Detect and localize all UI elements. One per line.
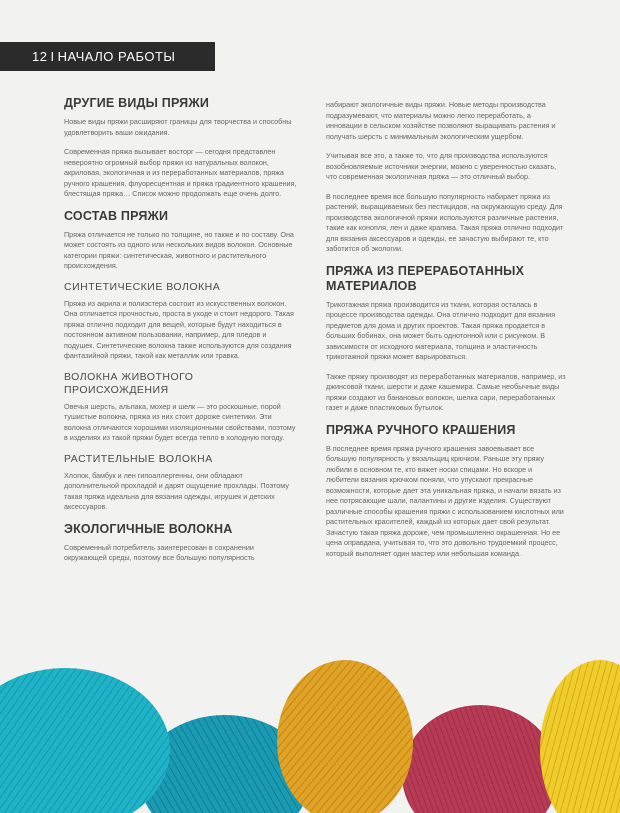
paragraph: Учитывая все это, а также то, что для производства используются возобновляемые источники энергии, можно с уверенностью сказать, что современная экологичная пряжа — это отличный выбор. [326, 151, 557, 181]
header-separator: I [50, 49, 55, 64]
paragraph: Также пряжу производят из переработанных материалов, например, из джинсовой ткани, шерсти и даже кашемира. Самые необычные виды пряжи создают из банановых волокон, шелка сари, переработанных газет и даже пластиковых бутылок. [326, 371, 566, 412]
paragraph: набирают экологичные виды пряжи. Новые методы производства подразумевают, что материалы можно легко переработать, а инновации в сельском хозяйстве позволяют выращивать растения и получать шерсть с минимальным экологическим ущербом. [326, 100, 556, 141]
skein-lemon-yellow [540, 660, 620, 813]
left-column [64, 96, 298, 573]
subheading-synthetic: СИНТЕТИЧЕСКИЕ ВОЛОКНА [64, 280, 221, 293]
yarn-skeins-photo [0, 630, 620, 813]
paragraph: Хлопок, бамбук и лен гипоаллергенны, они обладают дополнительной прохладой и дарят ощущение прохлады. Поэтому такая пряжа идеальна для вязания одежды, игрушек и детских аксессуаров. [64, 470, 289, 511]
skein-turquoise [0, 668, 170, 813]
paragraph: Современная пряжа вызывает восторг — сегодня представлен невероятно огромный выбор пряжи из натуральных волокон, акриловая, экологичная и из переработанных материалов, пряжа ручного крашения, флуоресцентная и пряжа градиентного крашения, блестящая пряжа… Список можно продолжать еще очень долго. [64, 147, 297, 198]
heading-eco: ЭКОЛОГИЧНЫЕ ВОЛОКНА [64, 521, 233, 536]
chapter-header [0, 42, 215, 71]
paragraph: Пряжа из акрила и полиэстера состоит из искусственных волокон. Она отличается прочностью, проста в уходе и стоит недорого. Такая пряжа отлично подходит для вещей, которые будут находиться в постоянном активном пользовании, например, для пледов и подушек. Синтетические волокна также используются для создания фантазийной пряжи, такой как металлик или травка. [64, 298, 294, 360]
chapter-title: НАЧАЛО РАБОТЫ [57, 49, 176, 64]
paragraph: В последнее время пряжа ручного крашения завоевывает все большую популярность у вязальщиц крючком. Раньше эту пряжу любили в основном те, кто вяжет носки спицами. Но вскоре и любители вязания крючком поняли, что упускают прекрасные возможности, которые дает эта уникальная пряжа, и начали вязать из нее потрясающие шали, палантины и другие изделия. Существуют различные способы крашения пряжи с использованием кислотных или растительных красителей, каждый из которых дает свой результат. Зачастую такая пряжа дороже, чем промышленно окрашенная. Но ее цена оправдана, учитывая то, что это довольно трудоемкий процесс, который выполняет один мастер или небольшая команда. [326, 443, 564, 558]
right-column [326, 100, 566, 568]
heading-recycled: ПРЯЖА ИЗ ПЕРЕРАБОТАННЫХ МАТЕРИАЛОВ [326, 263, 525, 293]
paragraph: Новые виды пряжи расширяют границы для творчества и способны удовлетворить ваши ожидания. [64, 117, 292, 137]
heading-hand-dyed: ПРЯЖА РУЧНОГО КРАШЕНИЯ [326, 422, 516, 437]
subheading-plant: РАСТИТЕЛЬНЫЕ ВОЛОКНА [64, 452, 213, 465]
page-number: 12 [32, 49, 48, 64]
subheading-animal: ВОЛОКНА ЖИВОТНОГО ПРОИСХОЖДЕНИЯ [64, 370, 194, 396]
paragraph: Пряжа отличается не только по толщине, но также и по составу. Она может состоять из одного или нескольких видов волокон. Основные категории пряжи: синтетическая, животного и растительного происхождения. [64, 229, 294, 270]
skein-mustard-yellow [277, 660, 413, 813]
heading-composition: СОСТАВ ПРЯЖИ [64, 208, 169, 223]
paragraph: В последнее время все большую популярность набирает пряжа из растений, выращиваемых без пестицидов, на окружающую среду. Для производства экологичной пряжи используются различные растения, такие как конопля, лен и даже крапива. Такая пряжа отлично подходит для вязания аксессуаров и одежды, ее зачастую выбирают те, кто заботится об экологии. [326, 191, 564, 253]
paragraph: Овечья шерсть, альпака, мохер и шелк — это роскошные, порой тушистые волокна, пряжа из них стоит дороже синтетики. Эти волокна отличаются хорошими изоляционными свойствами, поэтому в изделиях из такой пряжи будет всегда тепло в холодную погоду. [64, 401, 296, 442]
skein-raspberry-pink [402, 705, 558, 813]
paragraph: Современный потребитель заинтересован в сохранении окружающей среды, поэтому все большую популярность [64, 542, 255, 562]
paragraph: Трикотажная пряжа производится из ткани, которая осталась в процессе производства одежды. Она отлично подходит для вязания предметов для дома и других проектов. Такая пряжа продается в больших бобинах, она может быть однотонной или с рисунком. В зависимости от исходного материала, толщина и эластичность трикотажной пряжи может варьироваться. [326, 299, 556, 361]
heading-other-yarns: ДРУГИЕ ВИДЫ ПРЯЖИ [64, 96, 210, 110]
